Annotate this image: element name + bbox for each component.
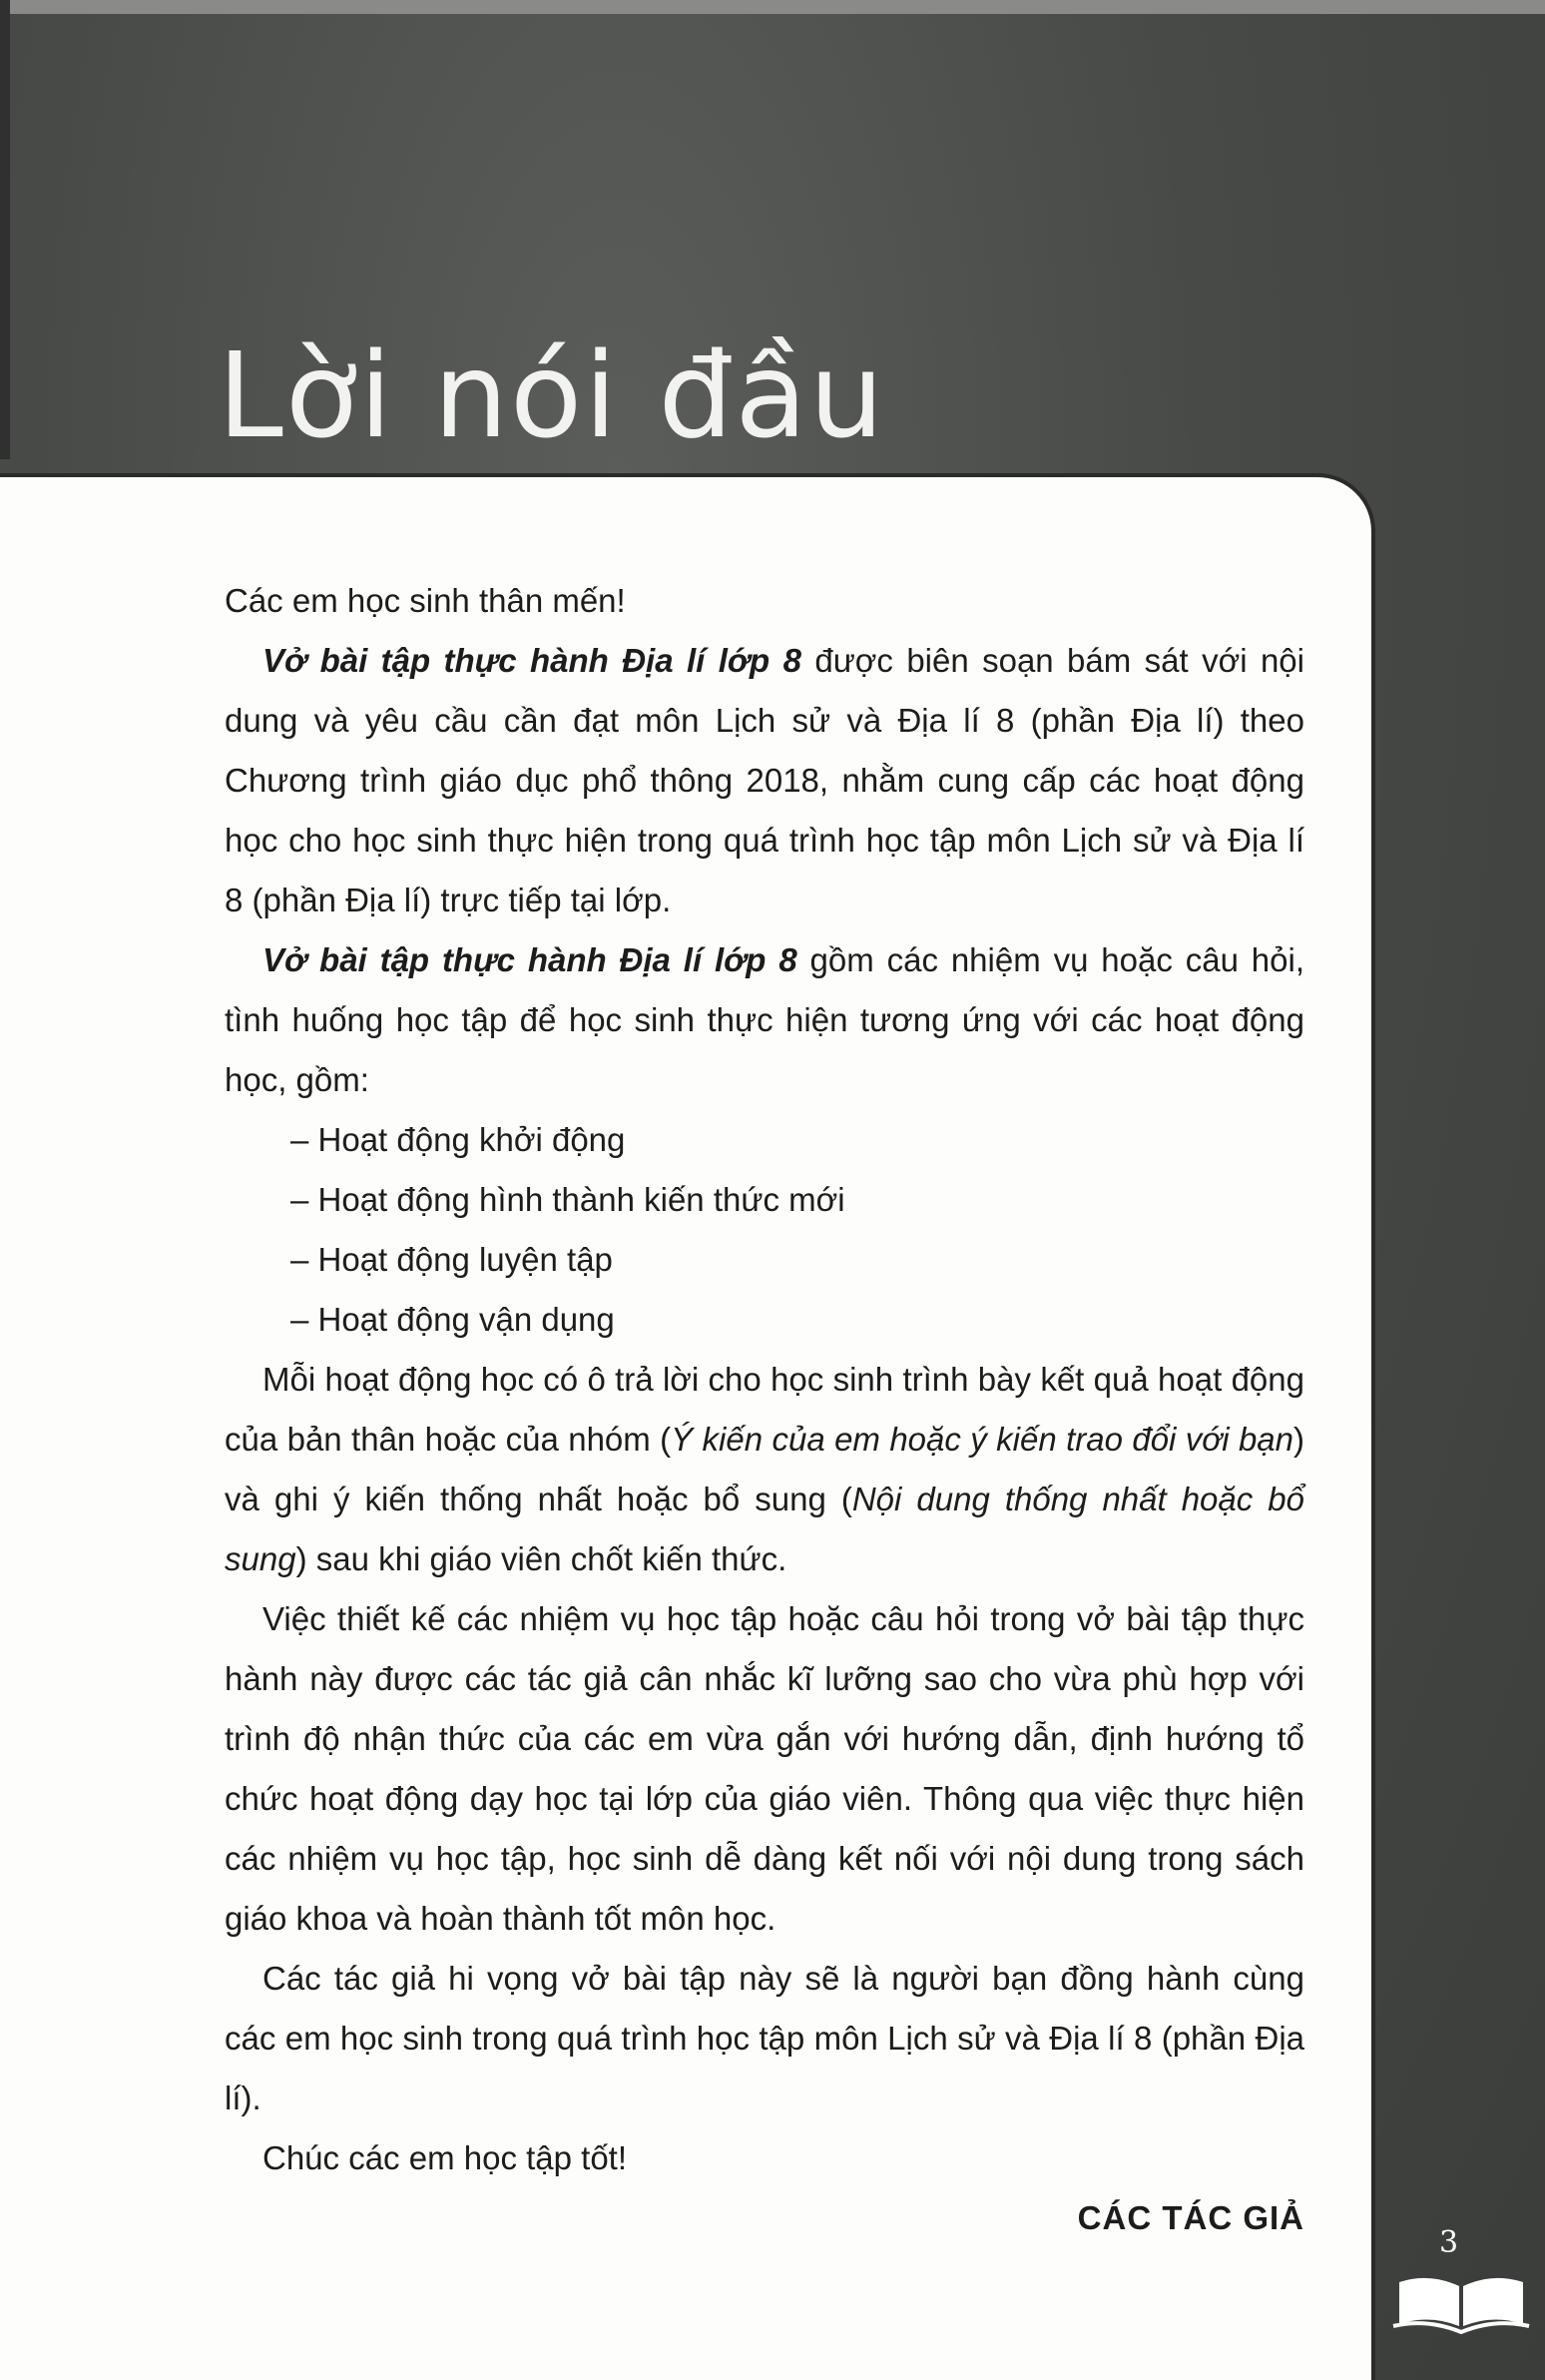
italic-phrase: Nội dung thống nhất hoặc bổ sung <box>225 1481 1305 1577</box>
page-title: Lời nói đầu <box>218 326 886 465</box>
list-item: – Hoạt động vận dụng <box>290 1301 615 1338</box>
paragraph-intro-text: được biên soạn bám sát với nội dung và yêu cầu cần đạt môn Lịch sử và Địa lí 8 (phần Địa lí) theo Chương trình giáo dục phổ thông 2018, nhằm cung cấp các hoạt động học cho học sinh thực hiện trong quá trình học tập môn Lịch sử và Địa lí 8 (phần Địa lí) trực tiếp tại lớp. <box>225 642 1304 918</box>
paragraph-structure <box>225 930 1304 1110</box>
list-item: – Hoạt động khởi động <box>290 1121 626 1158</box>
open-book-icon <box>1391 2264 1531 2336</box>
page-number: 3 <box>1439 2225 1459 2260</box>
list-item: – Hoạt động hình thành kiến thức mới <box>290 1181 845 1218</box>
paragraph-design: Việc thiết kế các nhiệm vụ học tập hoặc câu hỏi trong vở bài tập thực hành này được các tác giả cân nhắc kĩ lưỡng sao cho vừa phù hợp với trình độ nhận thức của các em vừa gắn với hướng dẫn, định hướng tổ chức hoạt động dạy học tại lớp của giáo viên. Thông qua việc thực hiện các nhiệm vụ học tập, học sinh dễ dàng kết nối với nội dung trong sách giáo khoa và hoàn thành tốt môn học. <box>225 1600 1304 1937</box>
closing-wish: Chúc các em học tập tốt! <box>262 2139 628 2176</box>
text-run: ) sau khi giáo viên chốt kiến thức. <box>295 1540 787 1577</box>
author-signature: CÁC TÁC GIẢ <box>1077 2199 1304 2236</box>
paragraph-structure-text: gồm các nhiệm vụ hoặc câu hỏi, tình huống học tập để học sinh thực hiện tương ứng với các hoạt động học, gồm: <box>225 941 1304 1098</box>
text-run: Mỗi hoạt động học có ô trả lời cho học sinh trình bày kết quả hoạt động của bản thân hoặc của nhóm ( <box>225 1361 1304 1458</box>
italic-phrase: Ý kiến của em hoặc ý kiến trao đổi với bạn <box>671 1421 1294 1458</box>
preface-body <box>225 571 1304 2248</box>
book-title: Vở bài tập thực hành Địa lí lớp 8 <box>262 941 797 978</box>
top-edge-strip <box>0 0 1545 14</box>
text-run: ) và ghi ý kiến thống nhất hoặc bổ sung ( <box>225 1421 1305 1517</box>
paragraph-intro <box>225 631 1304 930</box>
book-title: Vở bài tập thực hành Địa lí lớp 8 <box>262 642 801 679</box>
paragraph-answer-box <box>225 1350 1304 1589</box>
paragraph-hope: Các tác giả hi vọng vở bài tập này sẽ là người bạn đồng hành cùng các em học sinh trong quá trình học tập môn Lịch sử và Địa lí 8 (phần Địa lí). <box>225 1960 1304 2116</box>
greeting: Các em học sinh thân mến! <box>225 582 626 619</box>
list-item: – Hoạt động luyện tập <box>290 1241 613 1278</box>
page-left-edge <box>0 0 10 459</box>
